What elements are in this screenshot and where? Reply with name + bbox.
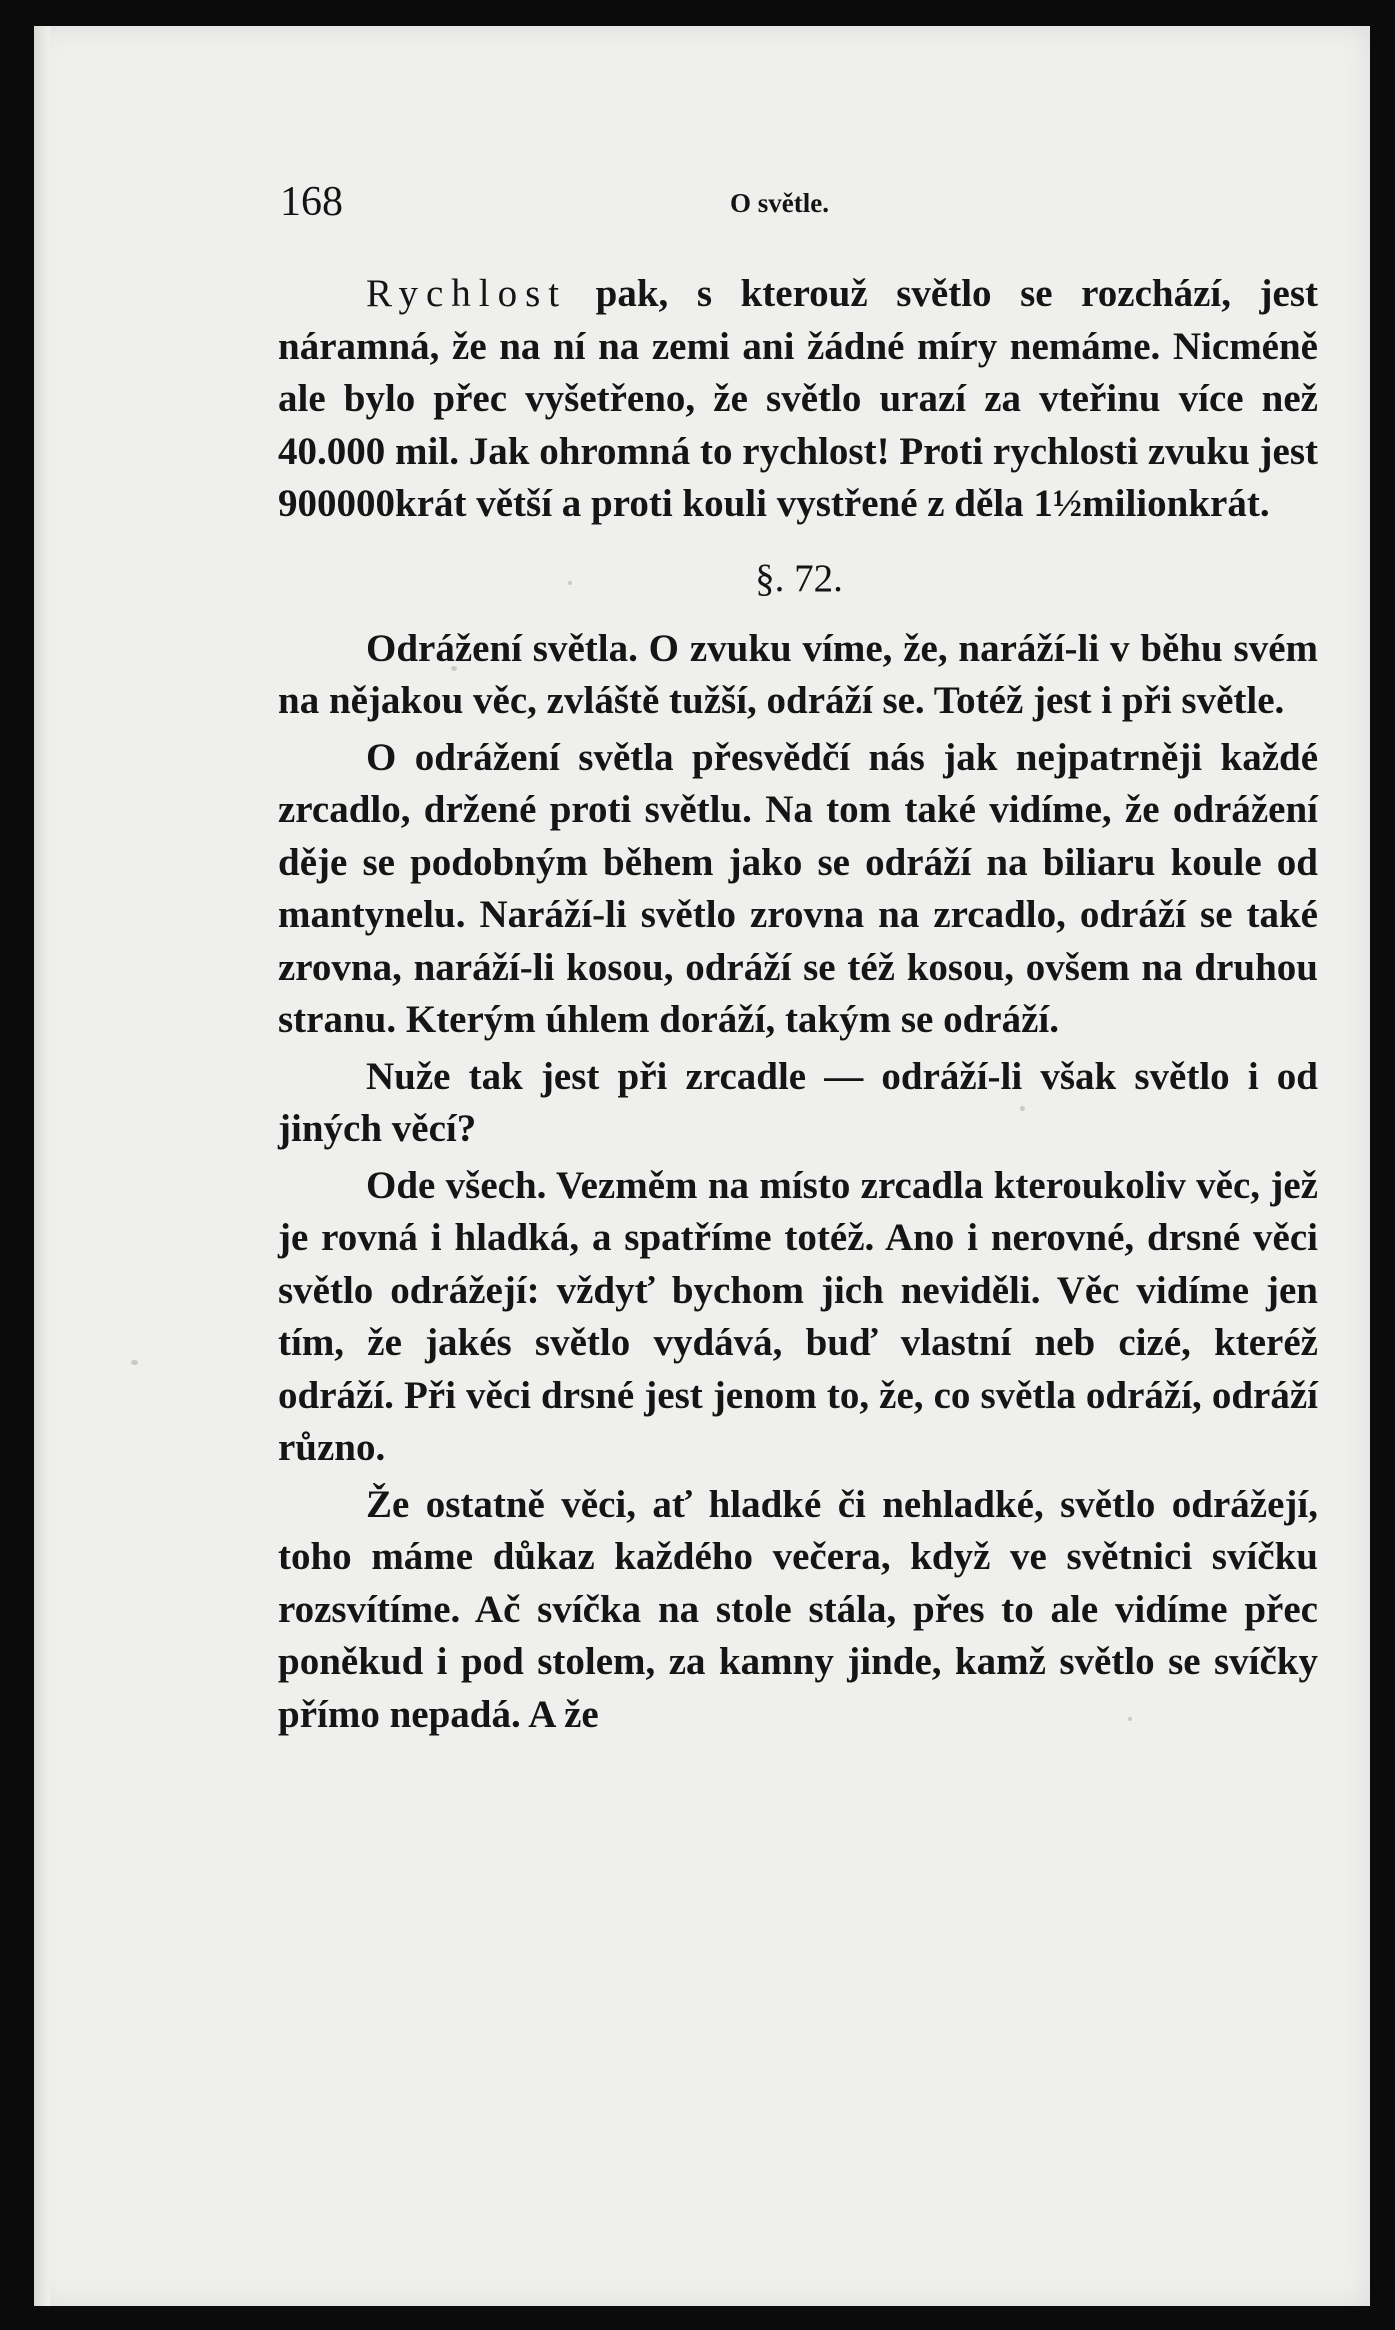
page-number: 168 [280, 179, 343, 225]
paragraph-mirror: O odrážení světla přesvědčí nás jak nejpatrněji každé zrcadlo, držené proti světlu. Na tom také vidíme, že odrážení děje se podobným během jako se odráží na biliaru koule od mantynelu. Naráží-li světlo zrovna na zrcadlo, odráží se také zrovna, naráží-li kosou, odráží se též kosou, ovšem na druhou stranu. Kterým úhlem doráží, takým se odráží. [278, 735, 1318, 1041]
paragraph-question: Nuže tak jest při zrcadle — odráží-li však světlo i od jiných věcí? [278, 1054, 1318, 1150]
paragraph-text: pak, s kterouž světlo se rozchází, jest náramná, že na ní na zemi ani žádné míry nemáme. Nicméně ale bylo přec vyšetřeno, že světlo urazí za vteřinu více než 40.000 mil. Jak ohromná to rychlost! Proti rychlosti zvuku jest 900000krát větší a proti kouli vystřené z děla 1½milionkrát. [278, 272, 1318, 525]
paragraph-text: O zvuku víme, že, naráží-li v běhu svém na nějakou věc, zvláště tužší, odráží se. Totéž jest i při světle. [278, 626, 1318, 722]
paper-speck [1020, 1106, 1025, 1111]
section-heading: Odrážení světla. [366, 626, 638, 670]
page-fold-shadow [34, 26, 50, 2306]
paper-speck [1128, 1717, 1132, 1721]
paragraph-speed-of-light [278, 268, 1318, 531]
paragraph-candle: Že ostatně věci, ať hladké či nehladké, světlo odrážejí, toho máme důkaz každého večera, když ve světnici svíčku rozsvítíme. Ač svíčka na stole stála, přes to ale vidíme přec poněkud i pod stolem, za kamny jinde, kamž světlo se svíčky přímo nepadá. A že [278, 1482, 1318, 1736]
page-header [280, 178, 1314, 238]
running-head: O světle. [730, 188, 829, 218]
paragraph-all-things: Ode všech. Vezměm na místo zrcadla kteroukoliv věc, jež je rovná i hladká, a spatříme totéž. Ano i nerovné, drsné věci světlo odrážejí: vždyť bychom jich neviděli. Věc vidíme jen tím, že jakés světlo vydává, buď vlastní neb cizé, kteréž odráží. Při věci drsné jest jenom to, že, co světla odráží, odráží různo. [278, 1163, 1318, 1469]
page-body [278, 268, 1318, 1741]
paragraph-lead-word: Rychlost [366, 272, 568, 315]
paragraph-reflection-heading [278, 623, 1318, 728]
paper-speck [568, 581, 572, 585]
section-number: §. 72. [755, 556, 843, 600]
paper-speck [131, 1360, 138, 1365]
paper-speck [451, 666, 457, 671]
